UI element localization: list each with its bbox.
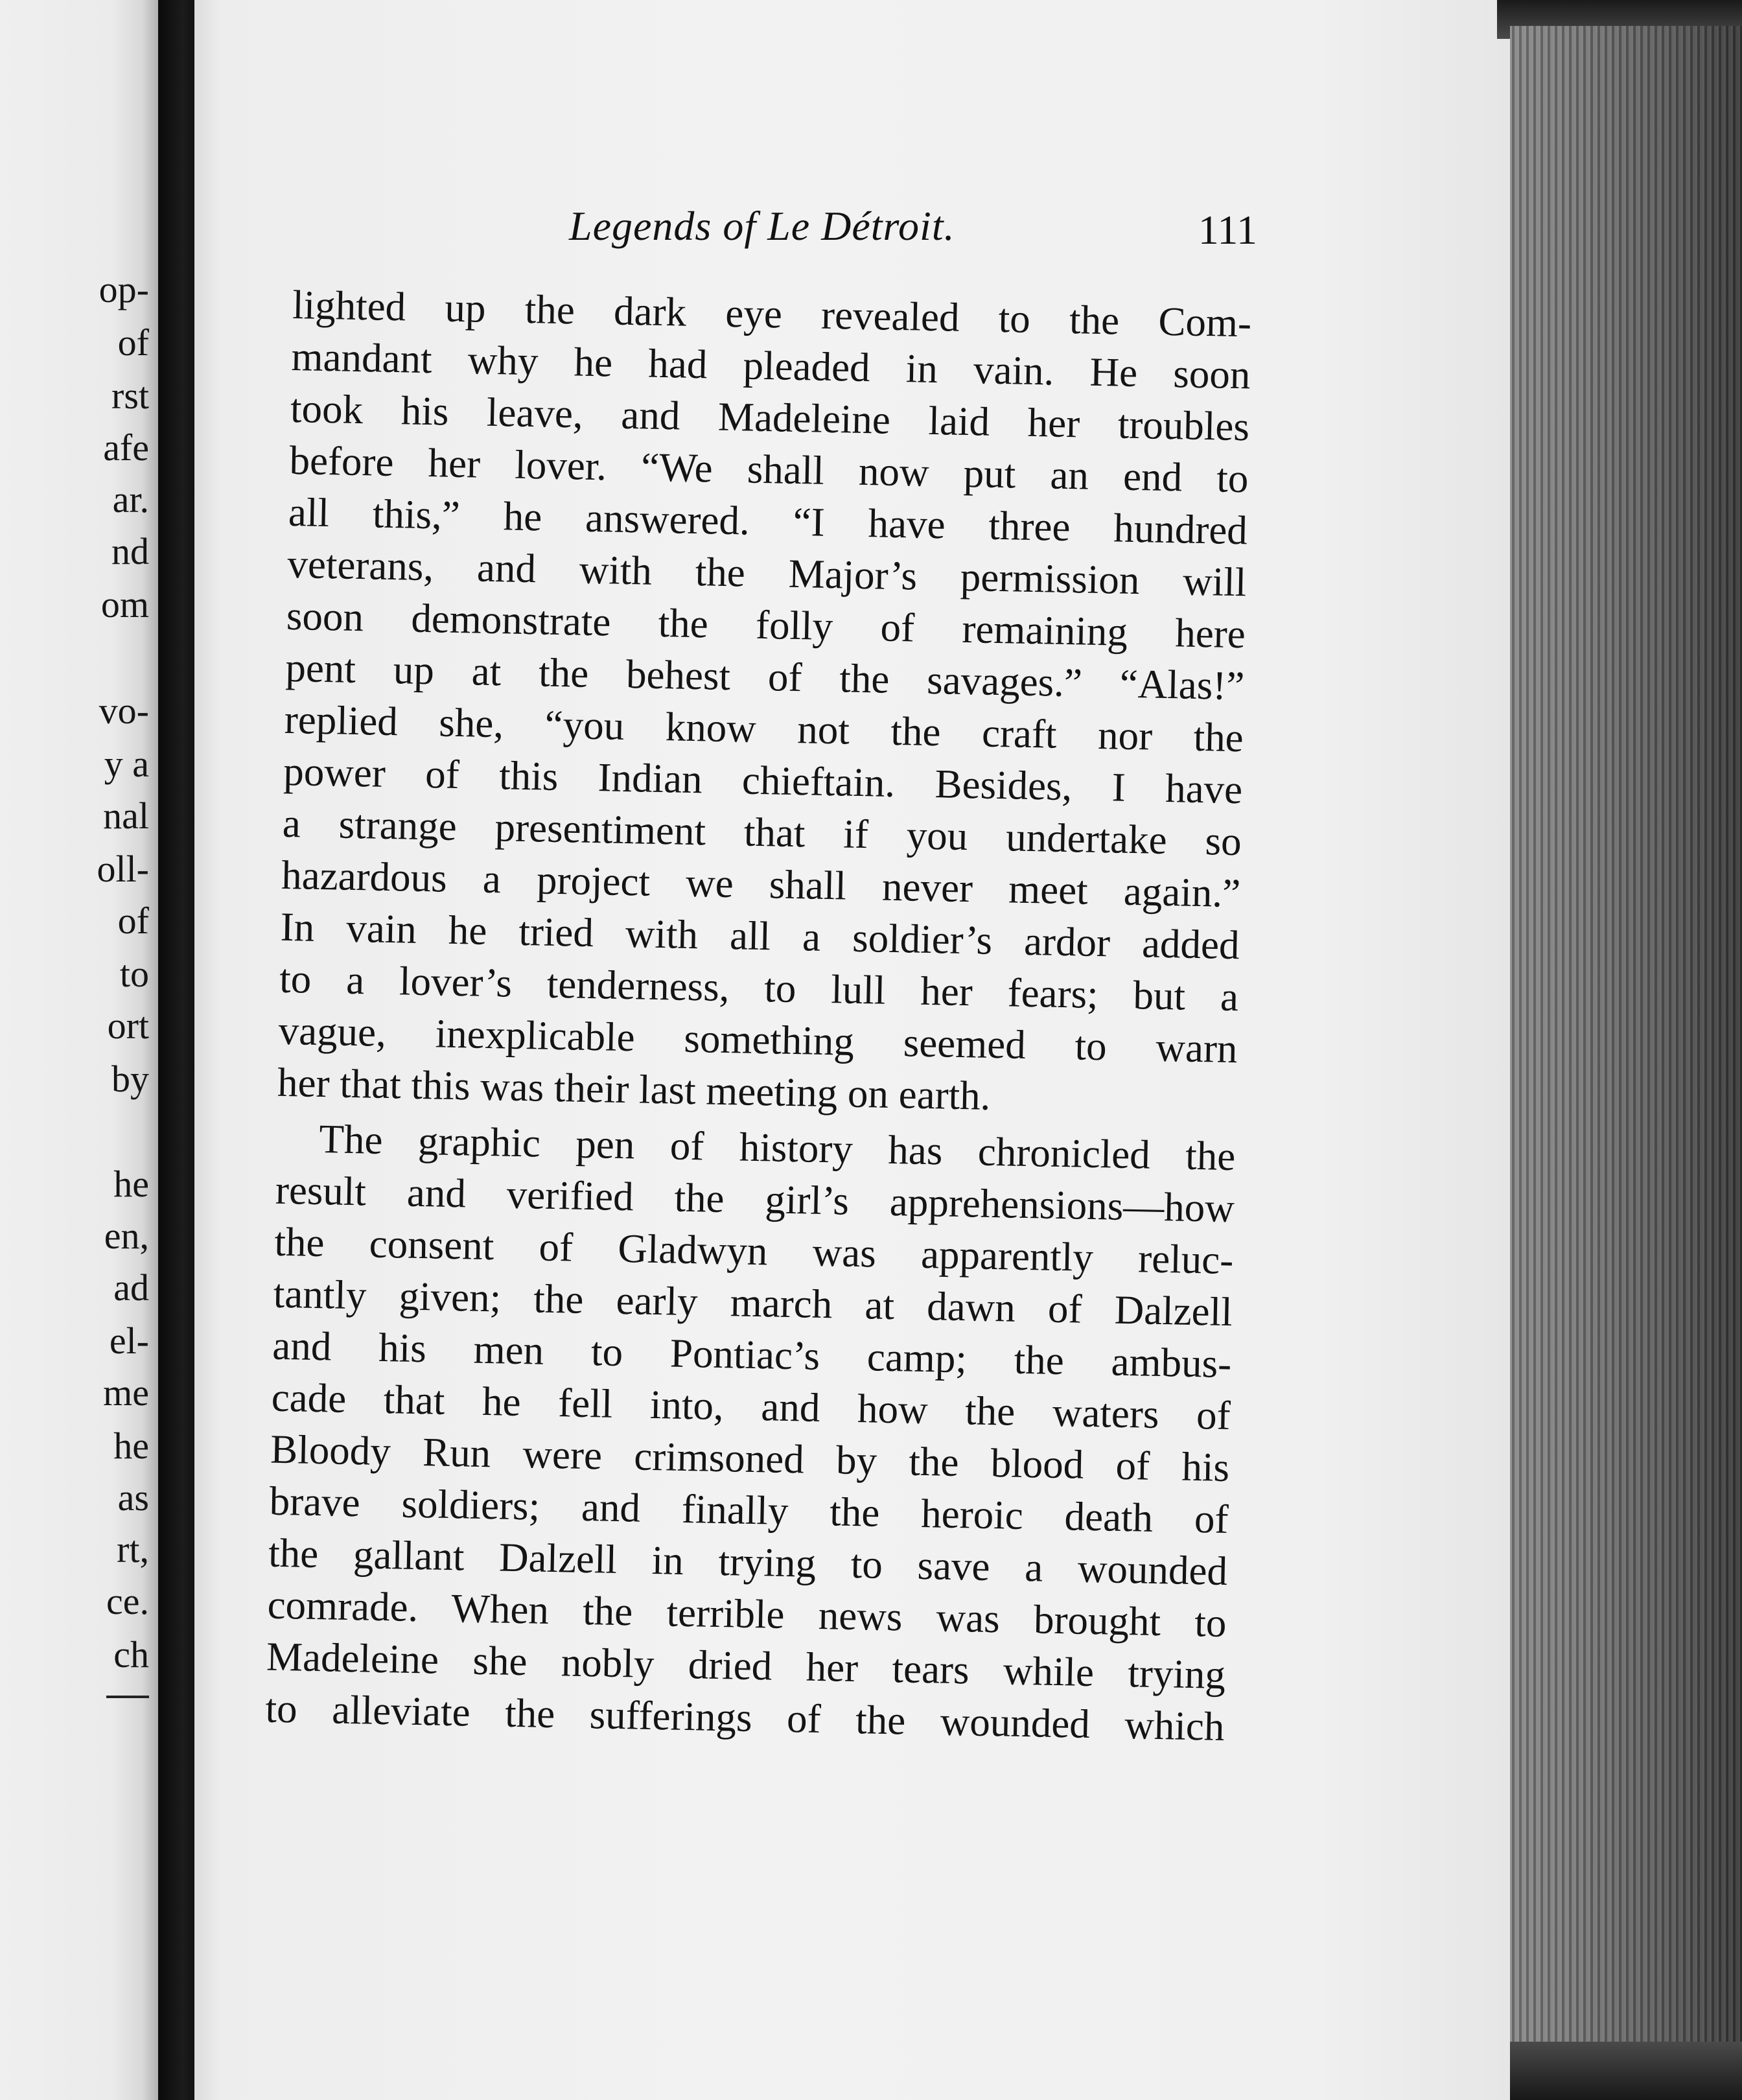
left-page-text: of <box>117 321 149 364</box>
text-line: a strange presentiment that if you undertake so <box>282 800 1242 865</box>
left-page-text: me <box>103 1371 149 1414</box>
left-page-text: by <box>111 1058 149 1100</box>
left-page-text: as <box>117 1476 149 1519</box>
text-line: vague, inexplicable something seemed to warn <box>278 1007 1238 1072</box>
paragraph-1 <box>277 279 1251 1126</box>
text-line: Madeleine she nobly dried her tears while trying <box>266 1633 1226 1698</box>
text-line: lighted up the dark eye revealed to the Com- <box>292 281 1252 346</box>
text-line: the consent of Gladwyn was apparently reluc- <box>273 1219 1234 1283</box>
left-page-text: om <box>100 583 149 625</box>
text-line: and his men to Pontiac’s camp; the ambus- <box>272 1322 1232 1387</box>
left-page-text: nd <box>111 530 149 572</box>
text-line: The graphic pen of history has chronicled the <box>318 1116 1236 1180</box>
running-head: Legends of Le Détroit. <box>569 203 955 249</box>
left-page-text: of <box>117 900 149 942</box>
text-line: hazardous a project we shall never meet again.” <box>281 852 1241 916</box>
text-line: her that this was their last meeting on earth. <box>277 1059 992 1119</box>
text-line: mandant why he had pleaded in vain. He soon <box>291 333 1251 398</box>
text-line: In vain he tried with all a soldier’s ardor added <box>280 904 1240 968</box>
text-line: cade that he fell into, and how the waters of <box>271 1374 1231 1439</box>
body-text <box>265 279 1252 1753</box>
left-page-text: rst <box>111 375 149 417</box>
text-line: soon demonstrate the folly of remaining here <box>286 592 1246 657</box>
left-page-text: afe <box>103 426 149 469</box>
text-line: Bloody Run were crimsoned by the blood of his <box>270 1426 1230 1491</box>
text-line: took his leave, and Madeleine laid her troubles <box>290 385 1250 450</box>
text-line: all this,” he answered. “I have three hundred <box>288 489 1248 554</box>
text-line: brave soldiers; and finally the heroic death of <box>269 1478 1229 1543</box>
left-page-text: nal <box>103 795 149 837</box>
text-line: result and verified the girl’s apprehensions—how <box>275 1167 1235 1231</box>
text-line: the gallant Dalzell in trying to save a wounded <box>268 1530 1228 1594</box>
page-edges <box>1510 26 1742 2055</box>
left-page-text: ch <box>113 1633 149 1675</box>
left-page-text: ce. <box>106 1580 149 1622</box>
left-page-text: en, <box>104 1215 149 1257</box>
left-page-text: ad <box>113 1266 149 1309</box>
left-page-text: ar. <box>112 478 149 520</box>
text-line: before her lover. “We shall now put an end to <box>288 437 1249 502</box>
text-line: replied she, “you know not the craft nor the <box>284 696 1244 761</box>
page-header <box>569 202 1257 254</box>
left-page-text: ort <box>107 1005 149 1047</box>
left-page-text: y a <box>104 743 149 785</box>
left-page-rule <box>106 1696 149 1698</box>
text-line: veterans, and with the Major’s permission will <box>286 541 1247 605</box>
left-page-text: he <box>113 1425 149 1467</box>
text-line: to a lover’s tenderness, to lull her fears; but a <box>279 955 1239 1020</box>
left-page-text: oll- <box>97 848 149 890</box>
left-page-text: to <box>119 953 149 995</box>
text-line: power of this Indian chieftain. Besides, I have <box>283 748 1243 813</box>
left-page-fragment <box>0 0 158 2100</box>
left-page-text: op- <box>99 268 149 310</box>
text-line: tantly given; the early march at dawn of Dalzell <box>273 1270 1233 1335</box>
paragraph-2 <box>265 1112 1236 1753</box>
left-page-text: el- <box>109 1320 149 1362</box>
page-edges-bottom <box>1510 2042 1742 2100</box>
text-line: pent up at the behest of the savages.” “Alas!” <box>285 644 1245 709</box>
left-page-text: vo- <box>99 690 149 732</box>
left-page-text: he <box>113 1163 149 1205</box>
left-page-text: rt, <box>117 1528 149 1570</box>
text-line: comrade. When the terrible news was brought to <box>267 1581 1227 1646</box>
page-number: 111 <box>1198 207 1257 253</box>
text-line: to alleviate the sufferings of the wounded which <box>264 1685 1225 1749</box>
